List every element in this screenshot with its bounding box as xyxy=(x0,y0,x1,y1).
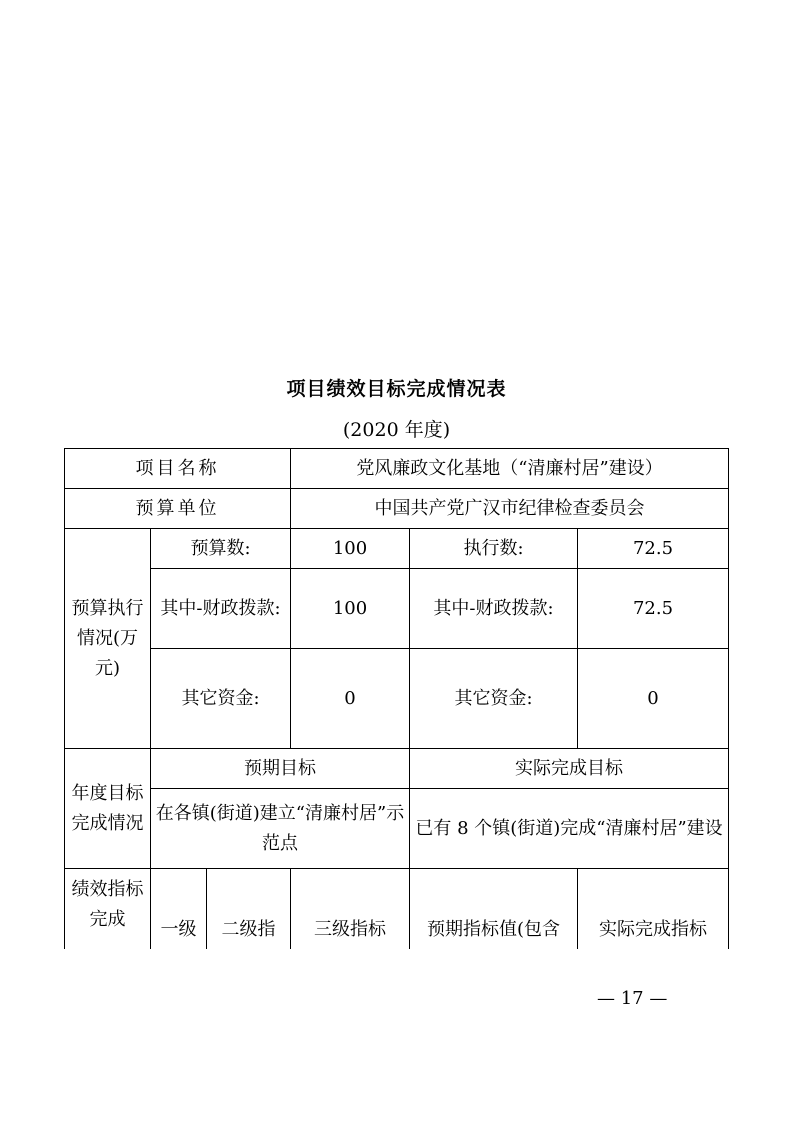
performance-table xyxy=(64,448,729,949)
expected-indicator-value-header: 预期指标值(包含 xyxy=(410,869,578,949)
page-number: — 17 — xyxy=(597,988,668,1009)
indicator-header-row xyxy=(65,869,729,949)
fiscal-allocation-budget-value: 100 xyxy=(291,569,410,649)
project-name-row xyxy=(65,449,729,489)
actual-goal-text: 已有 8 个镇(街道)完成“清廉村居”建设 xyxy=(410,789,729,869)
other-funds-budget-value: 0 xyxy=(291,649,410,749)
other-funds-executed-label: 其它资金: xyxy=(410,649,578,749)
budget-label: 预算数: xyxy=(151,529,291,569)
fiscal-allocation-row xyxy=(65,569,729,649)
annual-goal-header-row xyxy=(65,749,729,789)
page-title: 项目绩效目标完成情况表 xyxy=(286,378,507,400)
budget-section-label: 预算执行情况(万元) xyxy=(65,529,151,749)
budget-row xyxy=(65,529,729,569)
budget-unit-value: 中国共产党广汉市纪律检查委员会 xyxy=(291,489,729,529)
indicator-level3-header: 三级指标 xyxy=(291,869,410,949)
other-funds-row xyxy=(65,649,729,749)
project-name-label: 项目名称 xyxy=(65,449,291,489)
indicator-section-label: 绩效指标完成 xyxy=(65,869,151,949)
expected-goal-header: 预期目标 xyxy=(151,749,410,789)
annual-section-label: 年度目标完成情况 xyxy=(65,749,151,869)
indicator-level1-header: 一级 xyxy=(151,869,207,949)
other-funds-executed-value: 0 xyxy=(578,649,729,749)
fiscal-allocation-executed-value: 72.5 xyxy=(578,569,729,649)
year-subtitle: (2020 年度) xyxy=(342,419,451,441)
other-funds-label: 其它资金: xyxy=(151,649,291,749)
project-name-value: 党风廉政文化基地（“清廉村居”建设） xyxy=(291,449,729,489)
budget-value: 100 xyxy=(291,529,410,569)
fiscal-allocation-executed-label: 其中-财政拨款: xyxy=(410,569,578,649)
indicator-level2-header: 二级指 xyxy=(207,869,291,949)
annual-goal-row xyxy=(65,789,729,869)
executed-label: 执行数: xyxy=(410,529,578,569)
actual-goal-header: 实际完成目标 xyxy=(410,749,729,789)
actual-indicator-header: 实际完成指标 xyxy=(578,869,729,949)
fiscal-allocation-label: 其中-财政拨款: xyxy=(151,569,291,649)
executed-value: 72.5 xyxy=(578,529,729,569)
budget-unit-label: 预算单位 xyxy=(65,489,291,529)
expected-goal-text: 在各镇(街道)建立“清廉村居”示范点 xyxy=(151,789,410,869)
budget-unit-row xyxy=(65,489,729,529)
